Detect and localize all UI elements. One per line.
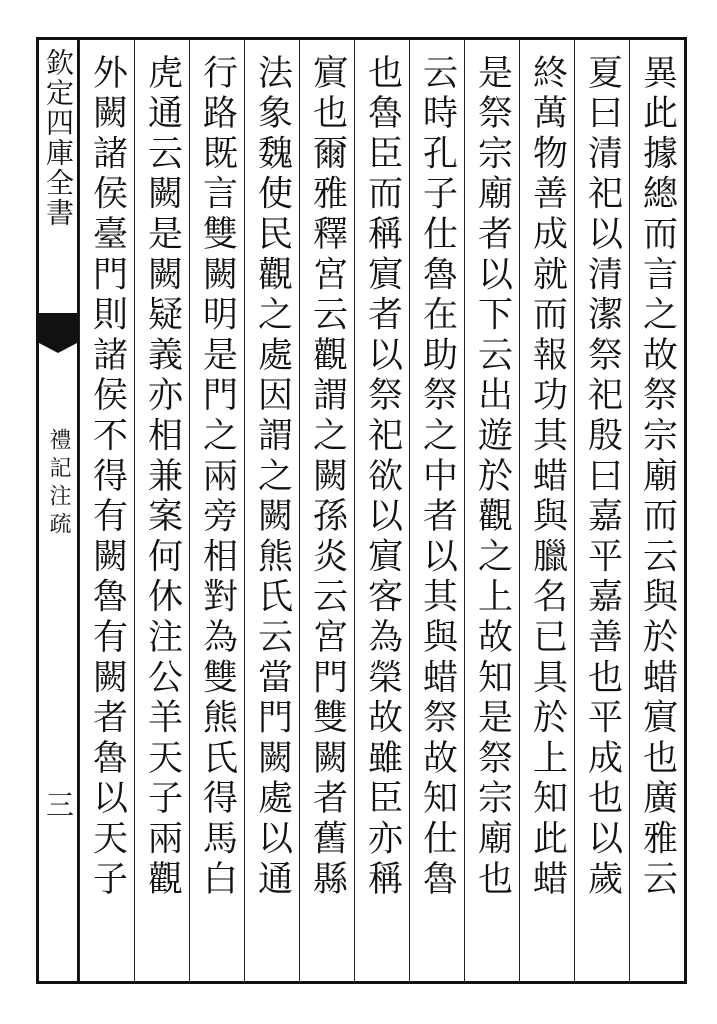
text-column bbox=[409, 40, 464, 981]
column-text: 行路既言雙闕明是門之兩旁相對為雙熊氏得馬白 bbox=[197, 54, 238, 901]
column-text: 終萬物善成就而報功其蜡與臘名已具於上知此蜡 bbox=[527, 54, 568, 901]
frame-bottom-border bbox=[36, 981, 687, 984]
text-column bbox=[79, 40, 134, 981]
column-text: 是祭宗廟者以下云出遊於觀之上故知是祭宗廟也 bbox=[472, 54, 513, 901]
text-column bbox=[629, 40, 684, 981]
text-column bbox=[354, 40, 409, 981]
text-column bbox=[244, 40, 299, 981]
page-number: 三 bbox=[42, 790, 75, 820]
text-columns bbox=[79, 40, 684, 981]
column-text: 云時孔子仕魯在助祭之中者以其與蜡祭故知仕魯 bbox=[417, 54, 458, 901]
fish-tail-mark bbox=[39, 313, 77, 343]
column-text: 異此據總而言之故祭宗廟而云與於蜡賔也廣雅云 bbox=[637, 54, 678, 901]
column-text: 也魯臣而稱賔者以祭祀欲以賔客為榮故雖臣亦稱 bbox=[362, 54, 403, 901]
column-text: 賔也爾雅釋宮云觀謂之闕孫炎云宮門雙闕者舊縣 bbox=[307, 54, 348, 901]
book-title: 禮記注疏 bbox=[46, 428, 71, 540]
text-column bbox=[189, 40, 244, 981]
column-text: 虎通云闕是闕疑義亦相兼案何休注公羊天子兩觀 bbox=[142, 54, 183, 901]
column-text: 外闕諸侯臺門則諸侯不得有闕魯有闕者魯以天子 bbox=[87, 54, 128, 901]
collection-title: 欽定四庫全書 bbox=[42, 48, 75, 228]
text-column bbox=[519, 40, 574, 981]
text-column bbox=[464, 40, 519, 981]
text-column bbox=[134, 40, 189, 981]
column-text: 法象魏使民觀之處因謂之闕熊氏云當門闕處以通 bbox=[252, 54, 293, 901]
text-column bbox=[299, 40, 354, 981]
text-column bbox=[574, 40, 629, 981]
column-text: 夏曰清祀以清潔祭祀殷曰嘉平嘉善也平成也以歲 bbox=[582, 54, 623, 901]
